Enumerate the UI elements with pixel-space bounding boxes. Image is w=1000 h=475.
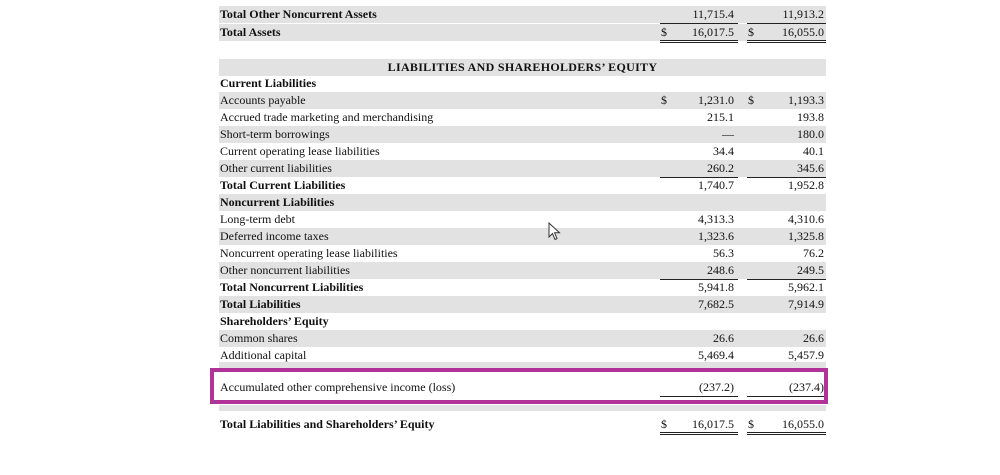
value-col1: (237.2) — [699, 380, 734, 394]
section-title: LIABILITIES AND SHAREHOLDERS’ EQUITY — [219, 59, 826, 76]
table-row-total-assets — [219, 24, 826, 41]
value-col1: 56.3 — [713, 246, 734, 260]
value-col1: 16,017.5 — [692, 25, 734, 39]
currency-symbol: $ — [748, 93, 754, 107]
value-col2: 4,310.6 — [788, 212, 824, 226]
value-col1: 11,715.4 — [692, 7, 734, 21]
value-col1: 1,740.7 — [698, 178, 734, 192]
value-col1: 7,682.5 — [698, 297, 734, 311]
value-col2: 40.1 — [803, 144, 824, 158]
row-label: Accounts payable — [220, 93, 306, 107]
table-row — [219, 126, 826, 143]
value-col1: 16,017.5 — [692, 417, 734, 431]
currency-symbol: $ — [661, 25, 667, 39]
value-col2: 26.6 — [803, 331, 824, 345]
value-col2: 249.5 — [797, 263, 824, 277]
row-label: Total Assets — [220, 25, 281, 39]
row-label: Total Liabilities and Shareholders’ Equity — [220, 417, 435, 431]
row-label: Accrued trade marketing and merchandising — [220, 110, 434, 124]
table-row — [219, 92, 826, 109]
table-row-total-liabilities-and-equity — [219, 416, 826, 433]
total-double-rule — [747, 432, 826, 435]
value-col1: 1,323.6 — [698, 229, 734, 243]
currency-symbol: $ — [748, 417, 754, 431]
table-row — [219, 177, 826, 194]
row-label: Current Liabilities — [220, 76, 317, 90]
value-col1: 1,231.0 — [698, 93, 734, 107]
value-col1: 5,469.4 — [698, 348, 734, 362]
table-row — [219, 211, 826, 228]
value-col2: (237.4) — [789, 380, 824, 394]
value-col1: 248.6 — [707, 263, 734, 277]
currency-symbol: $ — [661, 417, 667, 431]
table-row — [219, 109, 826, 126]
total-double-rule — [660, 40, 738, 43]
currency-symbol: $ — [661, 93, 667, 107]
row-label: Noncurrent operating lease liabilities — [220, 246, 398, 260]
row-label: Total Noncurrent Liabilities — [220, 280, 364, 294]
row-label: Other current liabilities — [220, 161, 332, 175]
table-row — [219, 143, 826, 160]
value-col1: 215.1 — [707, 110, 734, 124]
table-row — [219, 262, 826, 279]
table-row-total-other-noncurrent-assets — [219, 6, 826, 23]
value-col2: 193.8 — [797, 110, 824, 124]
row-label: Additional capital — [220, 348, 307, 362]
row-label: Total Liabilities — [220, 297, 301, 311]
value-col2: 16,055.0 — [782, 25, 824, 39]
table-row — [219, 228, 826, 245]
row-label: Accumulated other comprehensive income (loss) — [220, 380, 456, 394]
table-row — [219, 330, 826, 347]
table-row — [219, 279, 826, 296]
mouse-pointer-icon — [548, 222, 562, 242]
clipped-row-below — [219, 405, 826, 411]
currency-symbol: $ — [748, 25, 754, 39]
table-row — [219, 313, 826, 330]
row-label: Noncurrent Liabilities — [220, 195, 335, 209]
row-label: Short-term borrowings — [220, 127, 330, 141]
row-label: Total Other Noncurrent Assets — [220, 7, 377, 21]
row-label: Deferred income taxes — [220, 229, 329, 243]
table-row — [219, 296, 826, 313]
value-col2: 5,457.9 — [788, 348, 824, 362]
value-col2: 7,914.9 — [788, 297, 824, 311]
table-row — [219, 160, 826, 177]
value-col2: 1,193.3 — [788, 93, 824, 107]
row-label: Current operating lease liabilities — [220, 144, 380, 158]
value-col1: 34.4 — [713, 144, 734, 158]
value-col1: 26.6 — [713, 331, 734, 345]
total-double-rule — [660, 432, 738, 435]
value-col2: 180.0 — [797, 127, 824, 141]
row-label: Shareholders’ Equity — [220, 314, 329, 328]
total-double-rule — [747, 40, 826, 43]
row-label: Total Current Liabilities — [220, 178, 346, 192]
table-row — [219, 75, 826, 92]
value-col2: 1,325.8 — [788, 229, 824, 243]
table-row — [219, 194, 826, 211]
value-col2: 11,913.2 — [782, 7, 824, 21]
value-col1: 5,941.8 — [698, 280, 734, 294]
row-label: Other noncurrent liabilities — [220, 263, 350, 277]
row-label: Common shares — [220, 331, 298, 345]
value-col1: 260.2 — [707, 161, 734, 175]
value-col2: 76.2 — [803, 246, 824, 260]
value-col1: 4,313.3 — [698, 212, 734, 226]
table-row — [219, 245, 826, 262]
value-col2: 345.6 — [797, 161, 824, 175]
highlight-box — [210, 368, 828, 404]
value-col1: — — [722, 127, 734, 141]
value-col2: 16,055.0 — [782, 417, 824, 431]
value-col2: 1,952.8 — [788, 178, 824, 192]
value-col2: 5,962.1 — [788, 280, 824, 294]
row-label: Long-term debt — [220, 212, 295, 226]
